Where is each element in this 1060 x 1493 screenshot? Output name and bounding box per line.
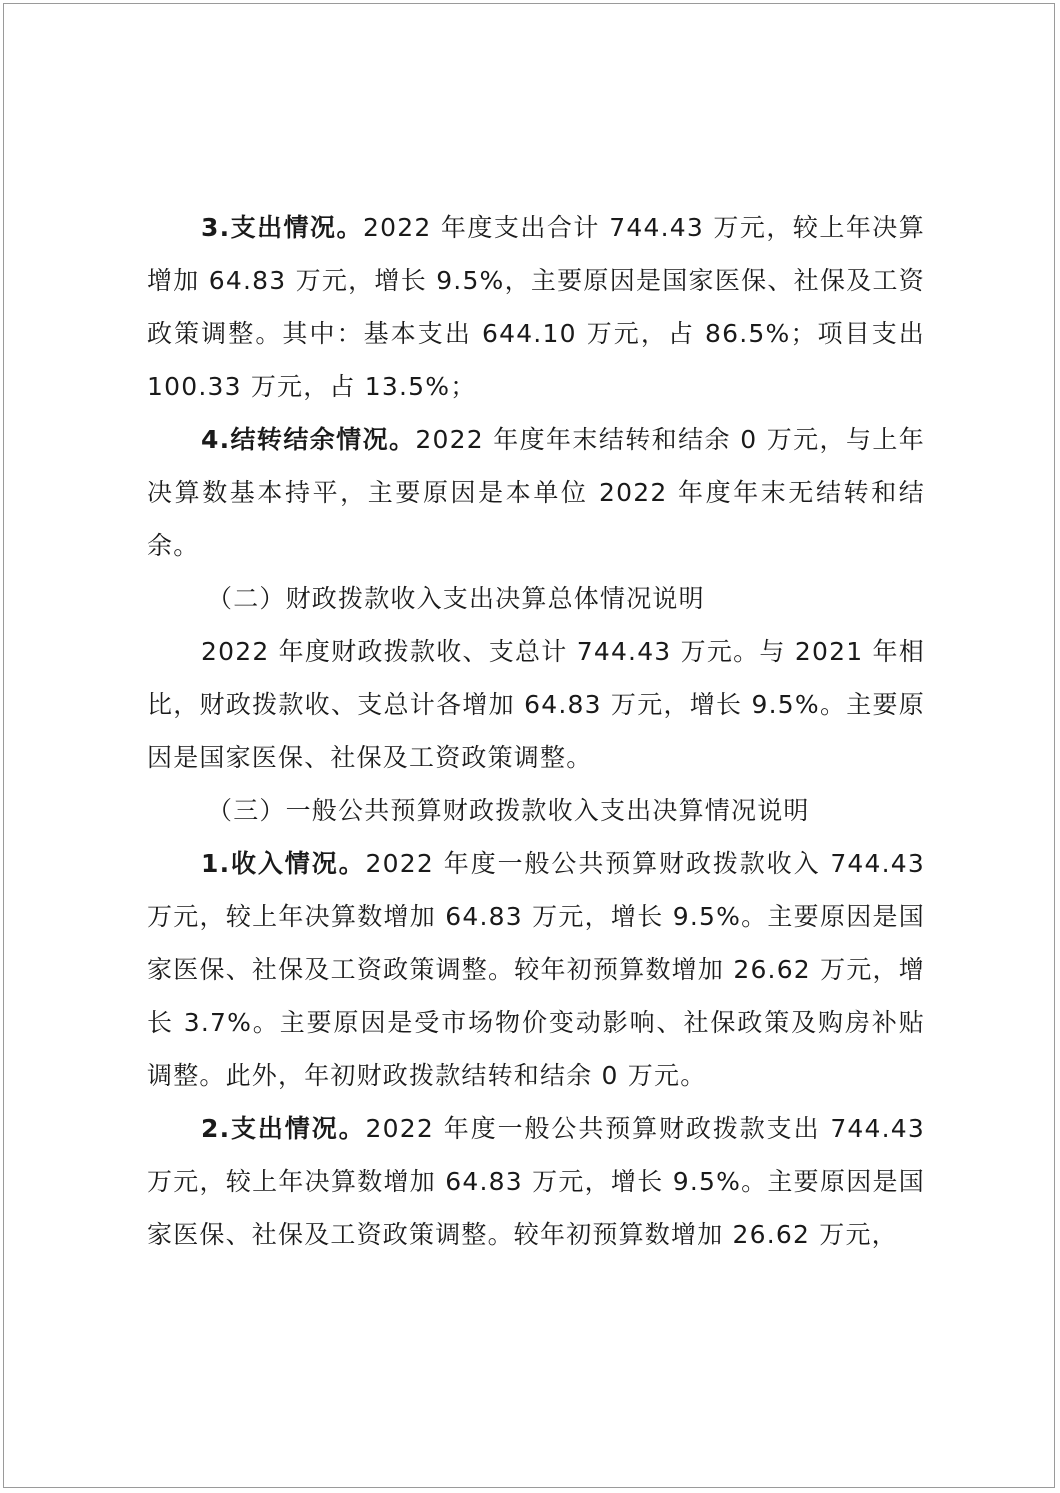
paragraph-expenditure bbox=[147, 201, 925, 413]
paragraph-text: 2022 年度一般公共预算财政拨款收入 744.43 万元，较上年决算数增加 64.83 万元，增长 9.5%。主要原因是国家医保、社保及工资政策调整。较年初预算数增加 26.62 万元，增长 3.7%。主要原因是受市场物价变动影响、社保政策及购房补贴调整。此外，年初财政拨款结转和结余 0 万元。 bbox=[147, 849, 925, 1090]
section-heading-3: （三）一般公共预算财政拨款收入支出决算情况说明 bbox=[207, 796, 810, 825]
section-heading-2: （二）财政拨款收入支出决算总体情况说明 bbox=[207, 584, 705, 613]
document-page bbox=[3, 3, 1055, 1488]
paragraph-text: 2022 年度年末结转和结余 0 万元，与上年决算数基本持平，主要原因是本单位 2022 年度年末无结转和结余。 bbox=[147, 425, 925, 560]
paragraph-lead: 1.收入情况。 bbox=[201, 849, 366, 878]
paragraph-fiscal-total bbox=[147, 625, 925, 784]
paragraph-income bbox=[147, 837, 925, 1102]
document-body bbox=[147, 201, 925, 1261]
paragraph-general-expenditure bbox=[147, 1102, 925, 1261]
paragraph-lead: 2.支出情况。 bbox=[201, 1114, 366, 1143]
paragraph-lead: 3.支出情况。 bbox=[201, 213, 364, 242]
paragraph-text: 2022 年度财政拨款收、支总计 744.43 万元。与 2021 年相比，财政拨款收、支总计各增加 64.83 万元，增长 9.5%。主要原因是国家医保、社保及工资政策调整。 bbox=[147, 637, 925, 772]
paragraph-text: 2022 年度支出合计 744.43 万元，较上年决算增加 64.83 万元，增长 9.5%，主要原因是国家医保、社保及工资政策调整。其中：基本支出 644.10 万元，占 86.5%；项目支出 100.33 万元，占 13.5%； bbox=[147, 213, 925, 401]
paragraph-carryover bbox=[147, 413, 925, 572]
paragraph-lead: 4.结转结余情况。 bbox=[201, 425, 416, 454]
paragraph-text: 2022 年度一般公共预算财政拨款支出 744.43 万元，较上年决算数增加 64.83 万元，增长 9.5%。主要原因是国家医保、社保及工资政策调整。较年初预算数增加 26.62 万元， bbox=[147, 1114, 925, 1249]
